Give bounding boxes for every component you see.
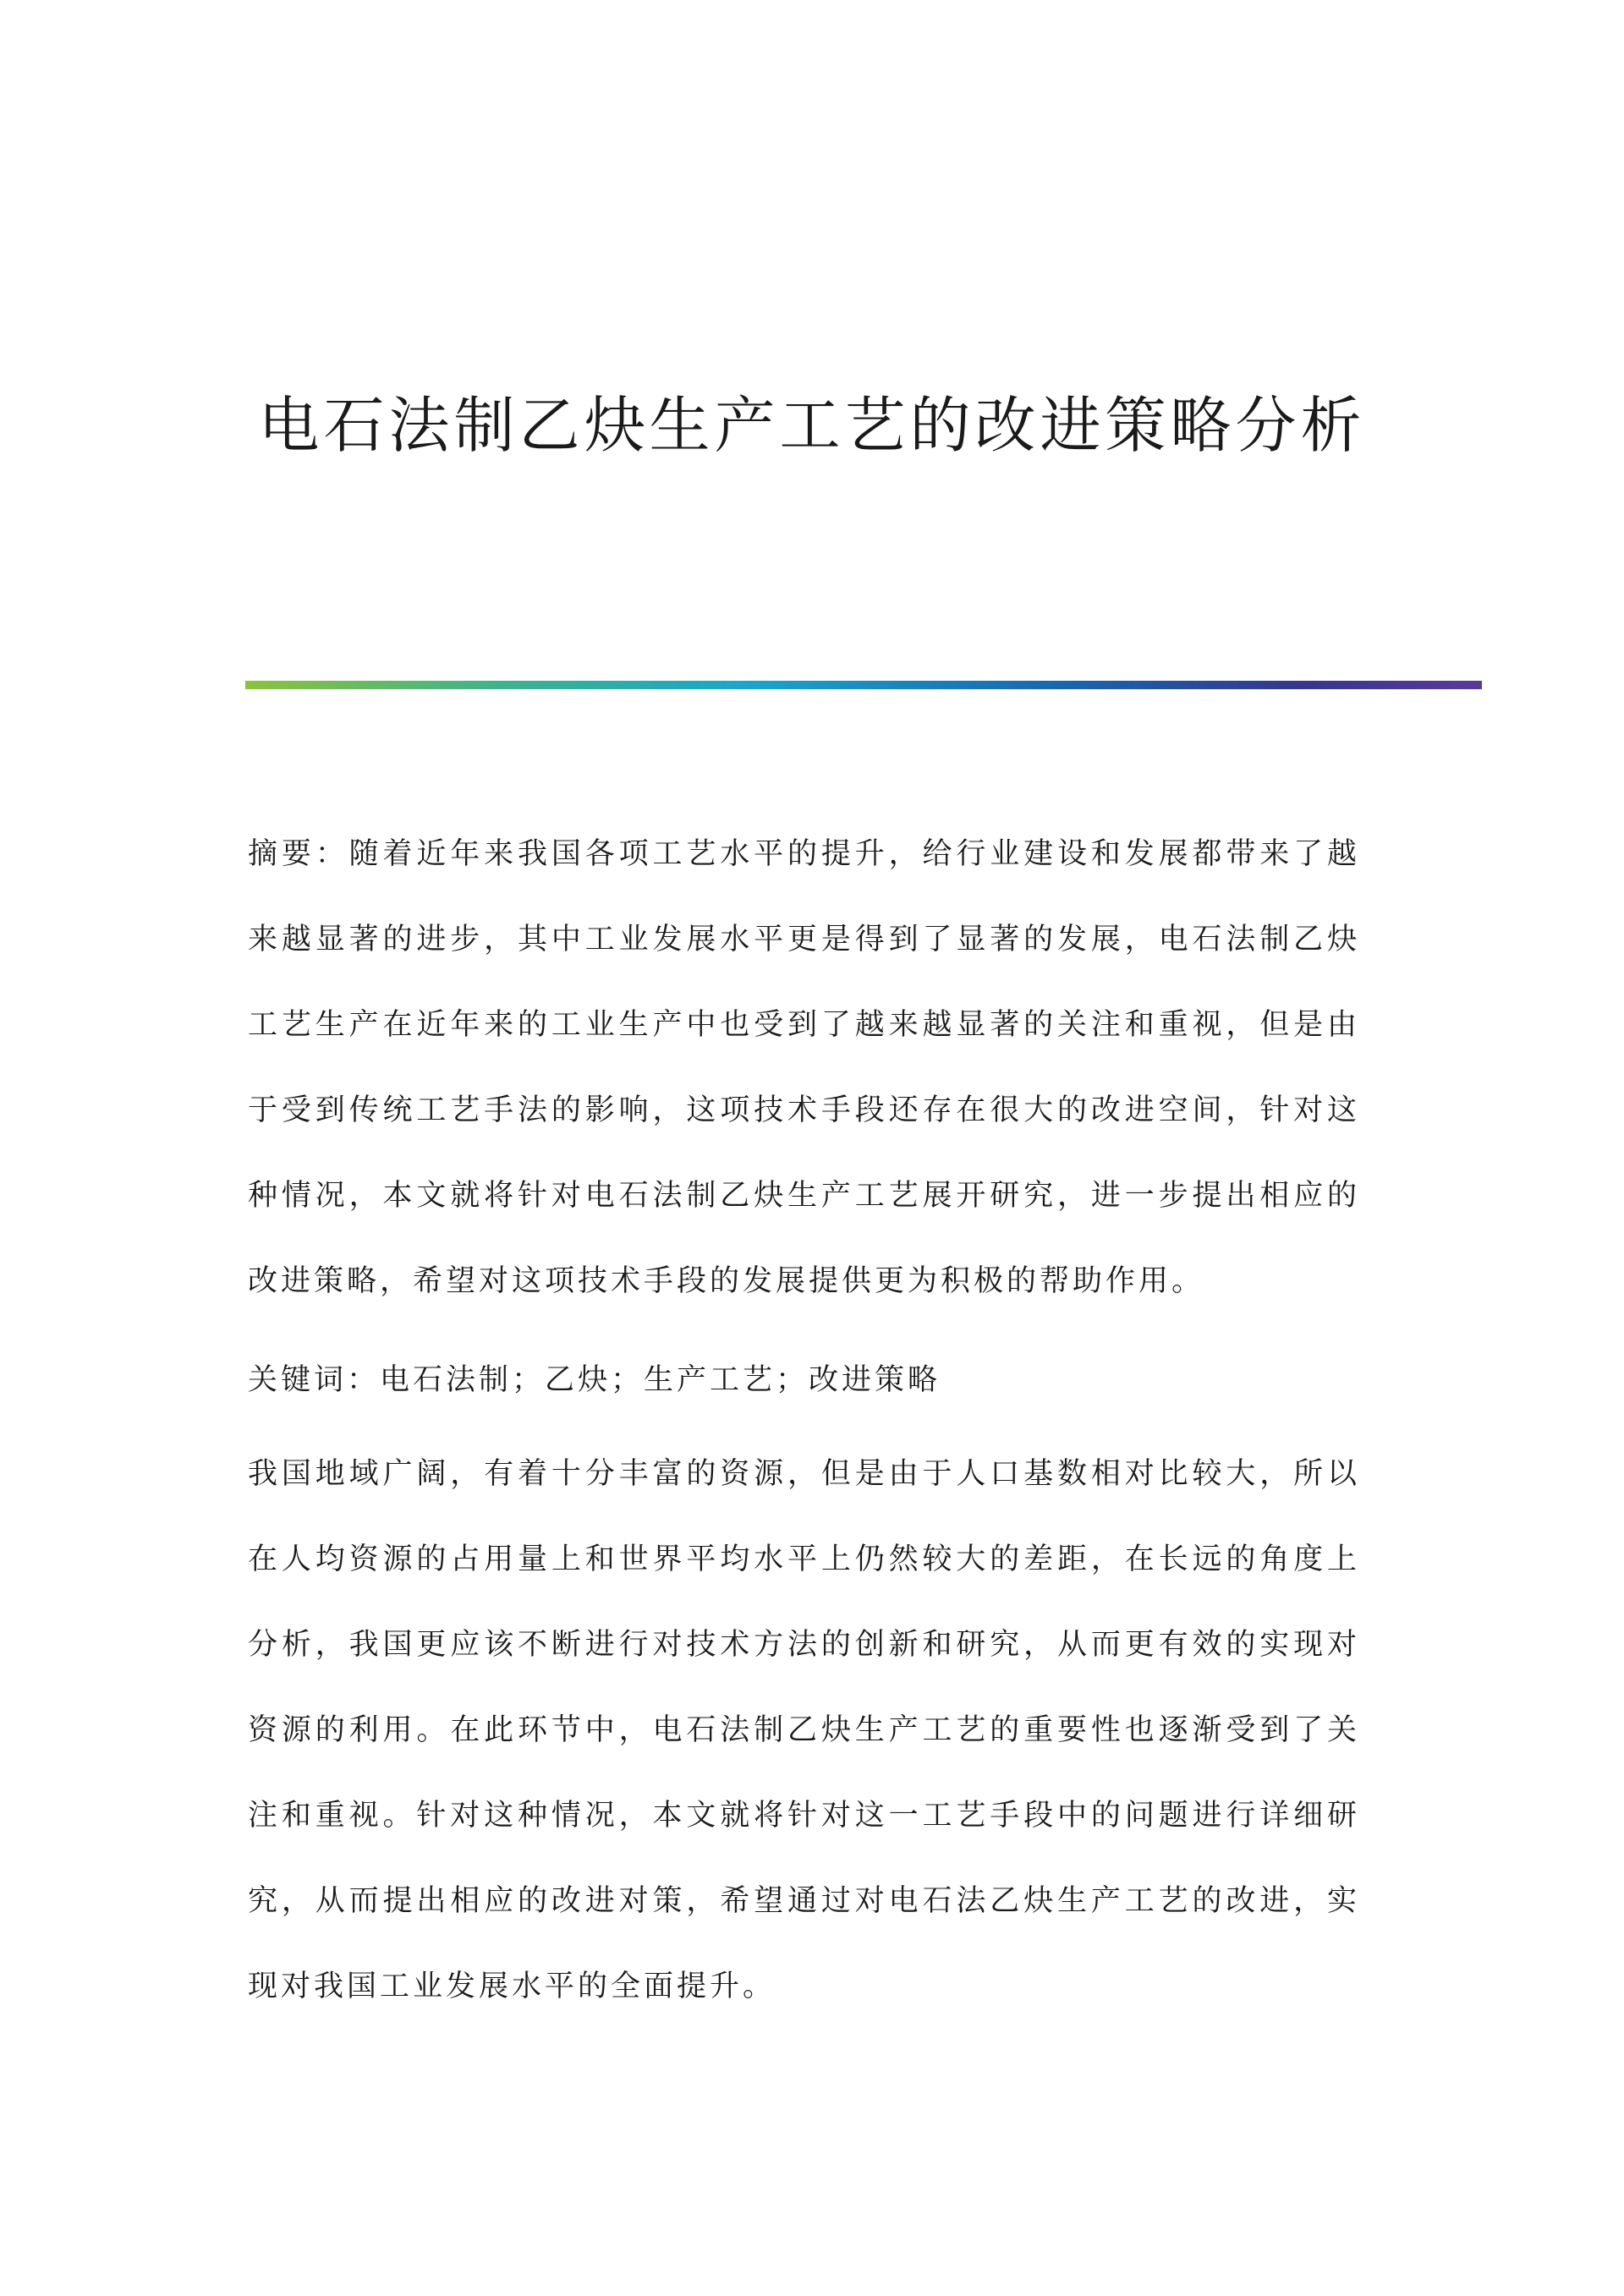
abstract-paragraph: 摘要：随着近年来我国各项工艺水平的提升，给行业建设和发展都带来了越来越显著的进步，其中工业发展水平更是得到了显著的发展，电石法制乙炔工艺生产在近年来的工业生产中也受到了越来越显著的关注和重视，但是由于受到传统工艺手法的影响，这项技术手段还存在很大的改进空间，针对这种情况，本文就将针对电石法制乙炔生产工艺展开研究，进一步提出相应的改进策略，希望对这项技术手段的发展提供更为积极的帮助作用。: [248, 837, 1360, 1298]
title-divider: [245, 681, 1482, 689]
body-paragraph: 我国地域广阔，有着十分丰富的资源，但是由于人口基数相对比较大，所以在人均资源的占用量上和世界平均水平上仍然较大的差距，在长远的角度上分析，我国更应该不断进行对技术方法的创新和研究，从而更有效的实现对资源的利用。在此环节中，电石法制乙炔生产工艺的重要性也逐渐受到了关注和重视。针对这种情况，本文就将针对这一工艺手段中的问题进行详细研究，从而提出相应的改进对策，希望通过对电石法乙炔生产工艺的改进，实现对我国工业发展水平的全面提升。: [248, 1457, 1360, 2003]
keywords-line: 关键词：电石法制；乙炔；生产工艺；改进策略: [248, 1363, 941, 1397]
document-title: 电石法制乙炔生产工艺的改进策略分析: [258, 390, 1366, 461]
